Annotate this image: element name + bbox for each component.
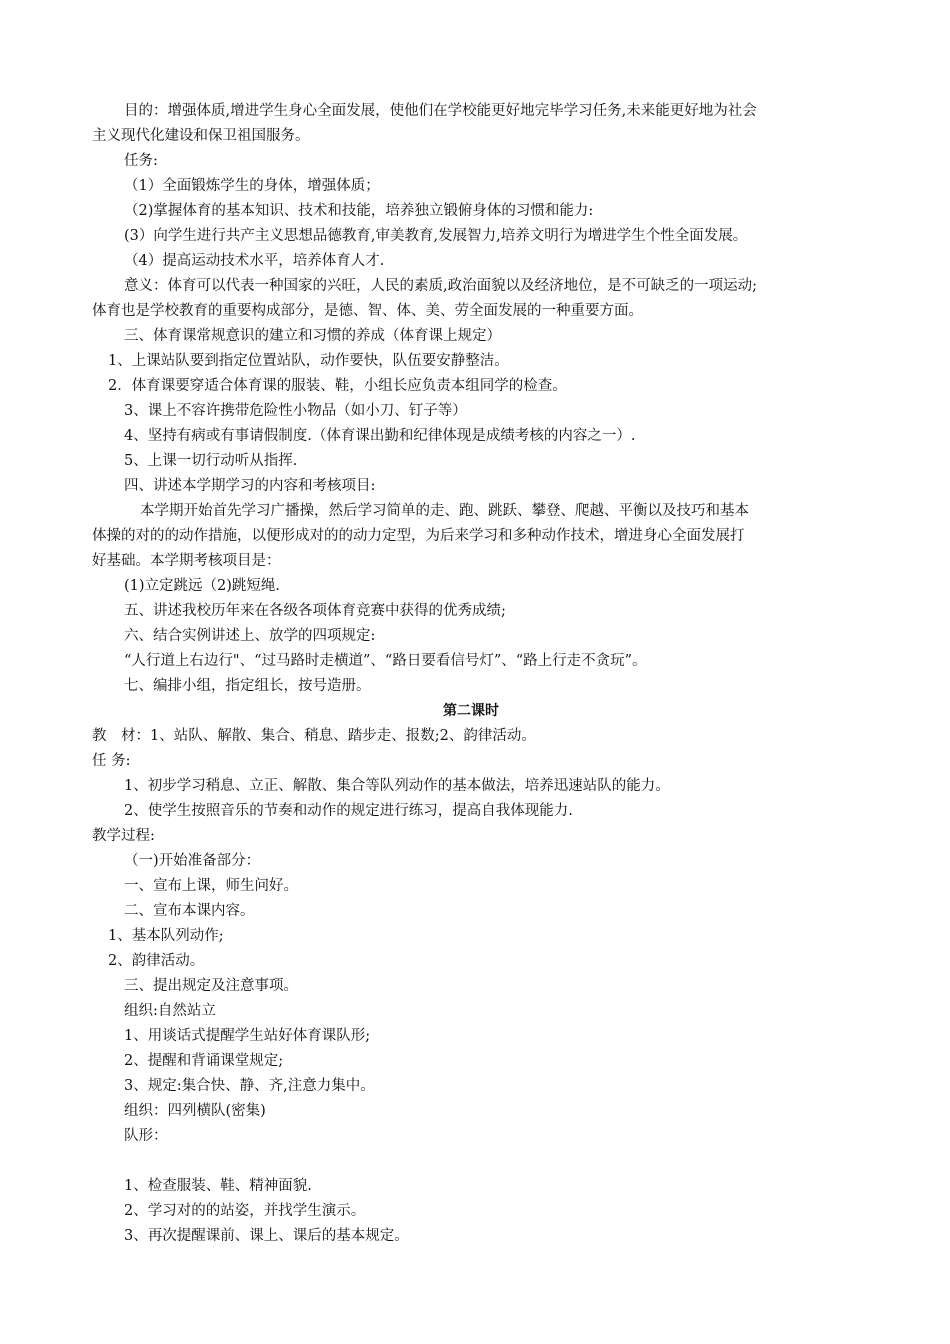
note-item-1: 1、用谈话式提醒学生站好体育课队形;	[124, 1028, 371, 1044]
content-item-2: 2、韵律活动。	[108, 953, 205, 969]
task-2-item-1: 1、初步学习稍息、立正、解散、集合等队列动作的基本做法，培养迅速站队的能力。	[124, 778, 670, 794]
lesson-2-title: 第二课时	[443, 703, 499, 719]
section-4-heading: 四、讲述本学期学习的内容和考核项目:	[124, 478, 376, 494]
task-item-3: (3）向学生进行共产主义思想品德教育,审美教育,发展智力,培养文明行为增进学生个性全面发展。	[124, 228, 748, 244]
rule-item-3: 3、课上不容许携带危险性小物品（如小刀、钉子等）	[124, 403, 467, 419]
formation-label: 队形：	[124, 1128, 168, 1144]
task-heading: 任务:	[124, 153, 158, 169]
section-3-heading: 三、体育课常规意识的建立和习惯的养成（体育课上规定）	[124, 328, 501, 344]
rule-item-1: 1、上课站队要到指定位置站队，动作要快，队伍要安静整洁。	[108, 353, 509, 369]
tasks-2-heading: 任 务:	[92, 753, 131, 769]
task-item-2: （2)掌握体育的基本知识、技术和技能，培养独立锻俯身体的习惯和能力:	[124, 203, 594, 219]
task-item-1: （1）全面锻炼学生的身体，增强体质；	[124, 178, 380, 194]
purpose-line-2: 主义现代化建设和保卫祖国服务。	[92, 128, 310, 144]
note-item-2: 2、提醒和背诵课堂规定;	[124, 1053, 284, 1069]
organization-1: 组织:自然站立	[124, 1003, 216, 1019]
content-line-1: 本学期开始首先学习广播操，然后学习简单的走、跑、跳跃、攀登、爬越、平衡以及技巧和基本	[140, 503, 749, 519]
exam-items: (1)立定跳远（2)跳短绳.	[124, 578, 281, 594]
check-item-2: 2、学习对的的站姿，并找学生演示。	[124, 1203, 366, 1219]
rule-item-2: 2．体育课要穿适合体育课的服装、鞋，小组长应负责本组同学的检查。	[108, 378, 567, 394]
part-1-heading: （一)开始准备部分：	[124, 853, 261, 869]
task-2-item-2: 2、使学生按照音乐的节奏和动作的规定进行练习，提高自我体现能力.	[124, 803, 573, 819]
process-heading: 教学过程:	[92, 828, 155, 844]
step-1: 一、宣布上课，师生问好。	[124, 878, 298, 894]
rule-item-5: 5、上课一切行动听从指挥.	[124, 453, 298, 469]
section-7-heading: 七、编排小组，指定组长，按号造册。	[124, 678, 371, 694]
content-item-1: 1、基本队列动作;	[108, 928, 224, 944]
section-6-heading: 六、结合实例讲述上、放学的四项规定:	[124, 628, 376, 644]
materials-line: 教 材：1、站队、解散、集合、稍息、踏步走、报数;2、韵律活动。	[92, 728, 536, 744]
step-3: 三、提出规定及注意事项。	[124, 978, 298, 994]
check-item-1: 1、检查服装、鞋、精神面貌.	[124, 1178, 312, 1194]
step-2: 二、宣布本课内容。	[124, 903, 255, 919]
purpose-line-1: 目的：增强体质,增进学生身心全面发展，使他们在学校能更好地完毕学习任务,未来能更好地为社会	[124, 103, 757, 119]
content-line-3: 好基础。本学期考核项目是：	[92, 553, 281, 569]
note-item-3: 3、规定:集合快、静、齐,注意力集中。	[124, 1078, 375, 1094]
section-5-heading: 五、讲述我校历年来在各级各项体育竞赛中获得的优秀成绩;	[124, 603, 506, 619]
meaning-line-2: 体育也是学校教育的重要构成部分，是德、智、体、美、劳全面发展的一种重要方面。	[92, 303, 643, 319]
meaning-line-1: 意义：体育可以代表一种国家的兴旺，人民的素质,政治面貌以及经济地位，是不可缺乏的一项运动;	[124, 278, 757, 294]
rule-item-4: 4、坚持有病或有事请假制度.（体育课出勤和纪律体现是成绩考核的内容之一）.	[124, 428, 636, 444]
slogans-line: “人行道上右边行"、“过马路时走横道”、“路日要看信号灯”、“路上行走不贪玩”。	[124, 653, 647, 669]
task-item-4: （4）提高运动技术水平，培养体育人才.	[124, 253, 385, 269]
content-line-2: 体操的对的的动作措施，以便形成对的的动力定型，为后来学习和多种动作技术，增进身心全面发展打	[92, 528, 745, 544]
check-item-3: 3、再次提醒课前、课上、课后的基本规定。	[124, 1228, 409, 1244]
organization-2: 组织：四列横队(密集)	[124, 1103, 266, 1119]
